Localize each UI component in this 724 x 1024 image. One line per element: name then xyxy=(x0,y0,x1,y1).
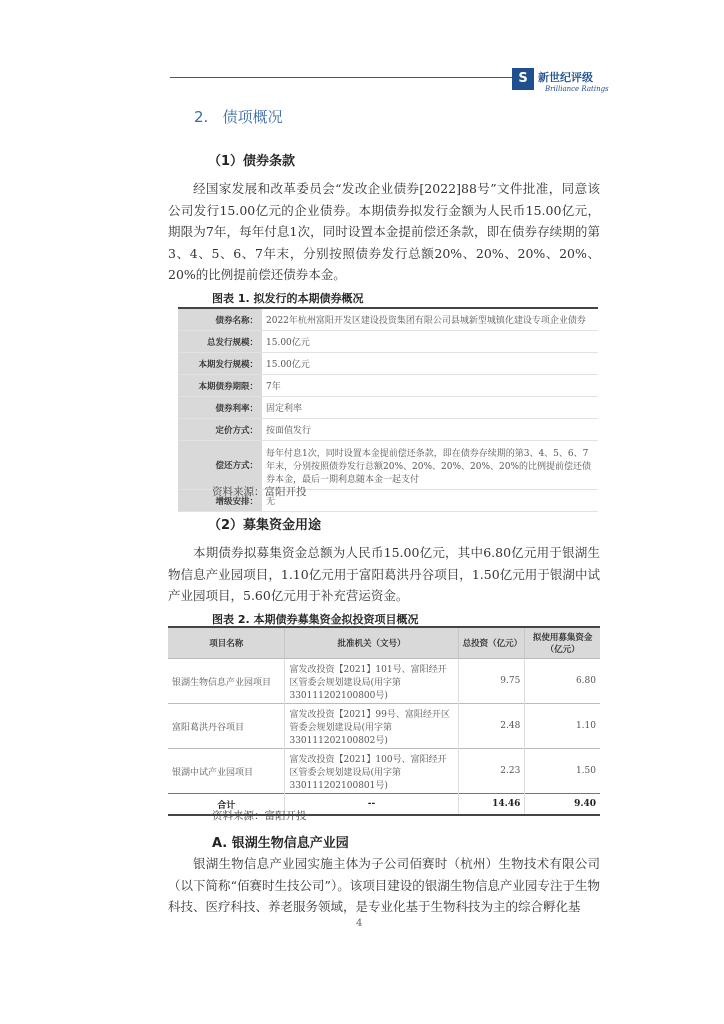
total-approval: -- xyxy=(285,794,458,816)
total-label: 合计 xyxy=(168,794,285,816)
row-value: 15.00亿元 xyxy=(262,331,598,353)
table-row xyxy=(178,397,598,419)
total-investment: 14.46 xyxy=(458,794,525,816)
section-title-text: 债项概况 xyxy=(222,108,283,126)
section-title xyxy=(194,106,283,127)
table-header-row xyxy=(168,627,600,659)
row-label: 债券利率： xyxy=(178,397,262,419)
row-value: 按面值发行 xyxy=(262,419,598,441)
total-investment-cell: 9.75 xyxy=(458,659,525,704)
brand-name: 新世纪评级 xyxy=(538,71,593,84)
table-row xyxy=(178,331,598,353)
total-investment-cell: 2.48 xyxy=(458,704,525,749)
row-value: 每年付息1次，同时设置本金提前偿还条款，即在债券存续期的第3、4、5、6、7年末，分别按照债券发行总额20%、20%、20%、20%、20%的比例提前偿还债券本金，最后一期利息随本金一起支付 xyxy=(262,441,598,490)
col-header-approval: 批准机关（文号） xyxy=(285,627,458,659)
approval-cell: 富发改投资【2021】100号、富阳经开区管委会规划建设局(用字第330111202100801号) xyxy=(285,749,458,794)
approval-cell: 富发改投资【2021】99号、富阳经开区管委会规划建设局(用字第330111202100802号) xyxy=(285,704,458,749)
table-row xyxy=(168,704,600,749)
table-row xyxy=(178,441,598,490)
fund-use-cell: 6.80 xyxy=(525,659,600,704)
figure1-title: 图表 1. 拟发行的本期债券概况 xyxy=(212,292,364,305)
row-value: 固定利率 xyxy=(262,397,598,419)
brand-name-en: Brilliance Ratings xyxy=(545,85,609,93)
fund-use-heading: （2）募集资金用途 xyxy=(208,518,322,533)
row-label: 定价方式： xyxy=(178,419,262,441)
row-label: 总发行规模： xyxy=(178,331,262,353)
row-label: 本期债券期限： xyxy=(178,375,262,397)
col-header-use: 拟使用募集资金（亿元） xyxy=(525,627,600,659)
row-value: 2022年杭州富阳开发区建设投资集团有限公司县城新型城镇化建设专项企业债券 xyxy=(262,309,598,331)
row-value: 无 xyxy=(262,490,598,512)
row-label: 偿还方式： xyxy=(178,441,262,490)
table-row xyxy=(178,419,598,441)
table-row xyxy=(178,375,598,397)
project-name-cell: 银湖生物信息产业园项目 xyxy=(168,659,285,704)
row-label: 债券名称： xyxy=(178,309,262,331)
table-row xyxy=(168,749,600,794)
total-fund-use: 9.40 xyxy=(525,794,600,816)
project-a-heading: A. 银湖生物信息产业园 xyxy=(212,836,349,851)
project-name-cell: 银湖中试产业园项目 xyxy=(168,749,285,794)
fund-projects-table xyxy=(168,626,600,816)
header-rule xyxy=(170,77,520,78)
bond-summary-table xyxy=(178,309,598,512)
row-label: 增级安排： xyxy=(178,490,262,512)
total-investment-cell: 2.23 xyxy=(458,749,525,794)
fund-use-cell: 1.10 xyxy=(525,704,600,749)
table-row xyxy=(178,309,598,331)
table-row xyxy=(168,659,600,704)
row-value: 15.00亿元 xyxy=(262,353,598,375)
project-a-paragraph: 银湖生物信息产业园实施主体为子公司佰赛时（杭州）生物技术有限公司（以下简称“佰赛时生技公司”）。该项目建设的银湖生物信息产业园专注于生物科技、医疗科技、养老服务领域，是专业化基于生物科技为主的综合孵化基 xyxy=(168,856,600,914)
approval-cell: 富发改投资【2021】101号、富阳经开区管委会规划建设局(用字第330111202100800号) xyxy=(285,659,458,704)
figure2-source: 资料来源：富阳开投 xyxy=(212,810,307,822)
brand-logo-icon: S xyxy=(512,68,534,90)
page-number: 4 xyxy=(356,918,363,929)
row-value: 7年 xyxy=(262,375,598,397)
section-number: 2. xyxy=(194,108,209,126)
fund-use-cell: 1.50 xyxy=(525,749,600,794)
fund-use-paragraph: 本期债券拟募集资金总额为人民币15.00亿元，其中6.80亿元用于银湖生物信息产业园项目，1.10亿元用于富阳葛洪丹谷项目，1.50亿元用于银湖中试产业园项目，5.60亿元用于补充营运资金。 xyxy=(168,545,600,603)
figure1-source: 资料来源：富阳开投 xyxy=(212,486,307,498)
table-row xyxy=(178,353,598,375)
figure2-title: 图表 2. 本期债券募集资金拟投资项目概况 xyxy=(212,613,419,626)
col-header-project: 项目名称 xyxy=(168,627,285,659)
row-label: 本期发行规模： xyxy=(178,353,262,375)
project-name-cell: 富阳葛洪丹谷项目 xyxy=(168,704,285,749)
bond-terms-heading: （1）债券条款 xyxy=(208,154,296,169)
bond-terms-paragraph: 经国家发展和改革委员会“发改企业债券[2022]88号”文件批准，同意该公司发行15.00亿元的企业债券。本期债券拟发行金额为人民币15.00亿元，期限为7年，每年付息1次，同时设置本金提前偿还条款，即在债券存续期的第3、4、5、6、7年末，分别按照债券发行总额20%、20%、20%、20%、20%的比例提前偿还债券本金。 xyxy=(168,181,600,282)
col-header-total: 总投资（亿元） xyxy=(458,627,525,659)
